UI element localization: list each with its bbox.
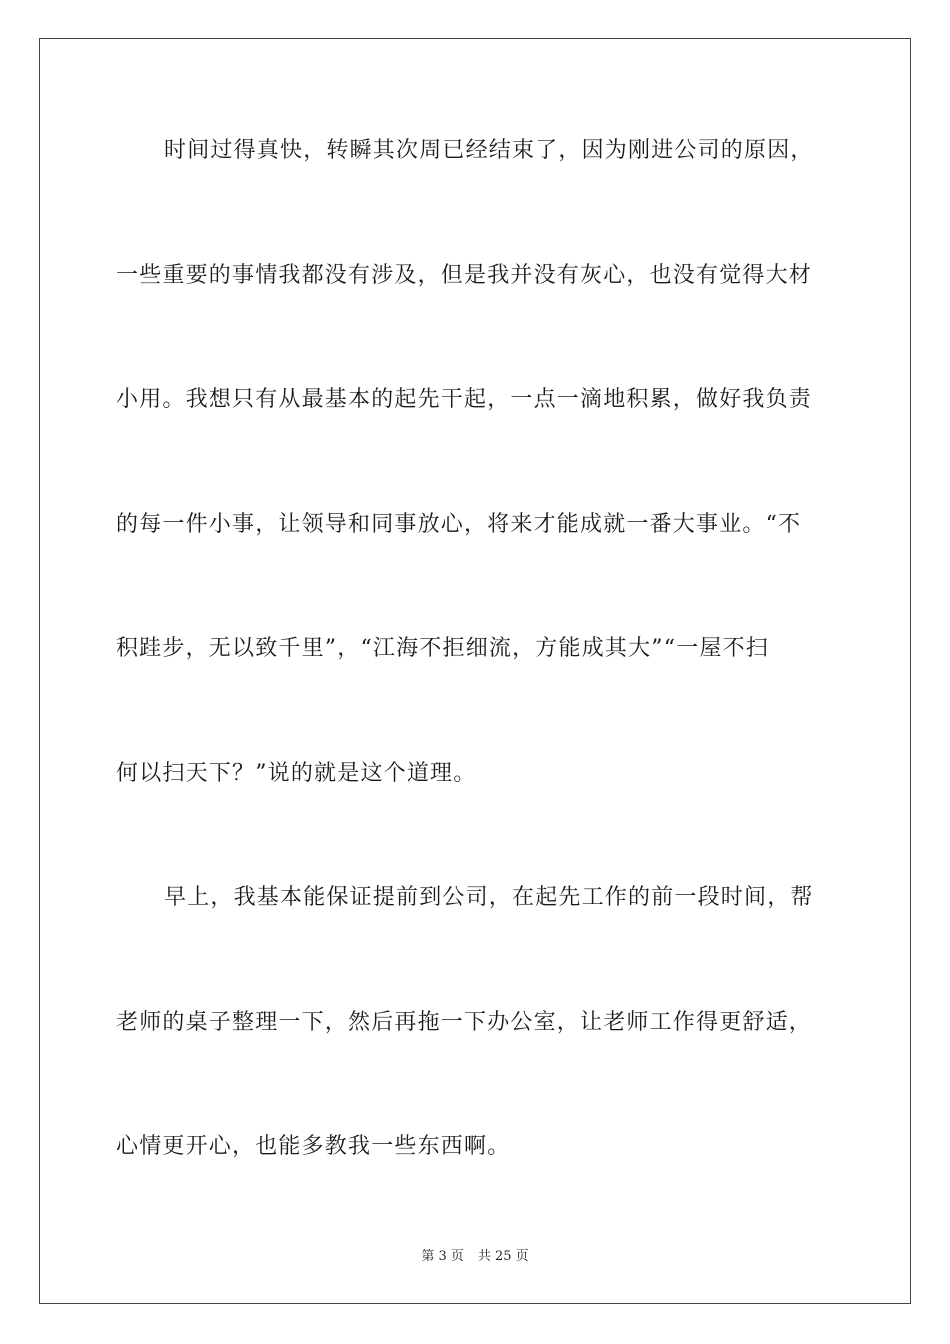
paragraph-1-line-5: 积跬步，无以致千里”，“江海不拒细流，方能成其大”“一屋不扫: [116, 636, 769, 661]
page-number: 第 3 页: [421, 1249, 464, 1264]
paragraph-1-line-6: 何以扫天下？”说的就是这个道理。: [116, 761, 477, 786]
paragraph-1-line-3: 小用。我想只有从最基本的起先干起，一点一滴地积累，做好我负责: [116, 387, 813, 412]
paragraph-2-line-1: 早上，我基本能保证提前到公司，在起先工作的前一段时间，帮: [164, 885, 814, 910]
paragraph-1-line-1: 时间过得真快，转瞬其次周已经结束了，因为刚进公司的原因，: [164, 138, 814, 163]
page-total: 共 25 页: [477, 1249, 529, 1264]
paragraph-2-line-2: 老师的桌子整理一下，然后再拖一下办公室，让老师工作得更舒适，: [116, 1010, 813, 1035]
paragraph-1-line-2: 一些重要的事情我都没有涉及，但是我并没有灰心，也没有觉得大材: [116, 263, 813, 288]
page-footer: [0, 1245, 950, 1264]
paragraph-2-line-3: 心情更开心，也能多教我一些东西啊。: [116, 1134, 511, 1159]
paragraph-1-line-4: 的每一件小事，让领导和同事放心，将来才能成就一番大事业。“不: [116, 512, 802, 537]
page-border: [39, 38, 911, 1304]
